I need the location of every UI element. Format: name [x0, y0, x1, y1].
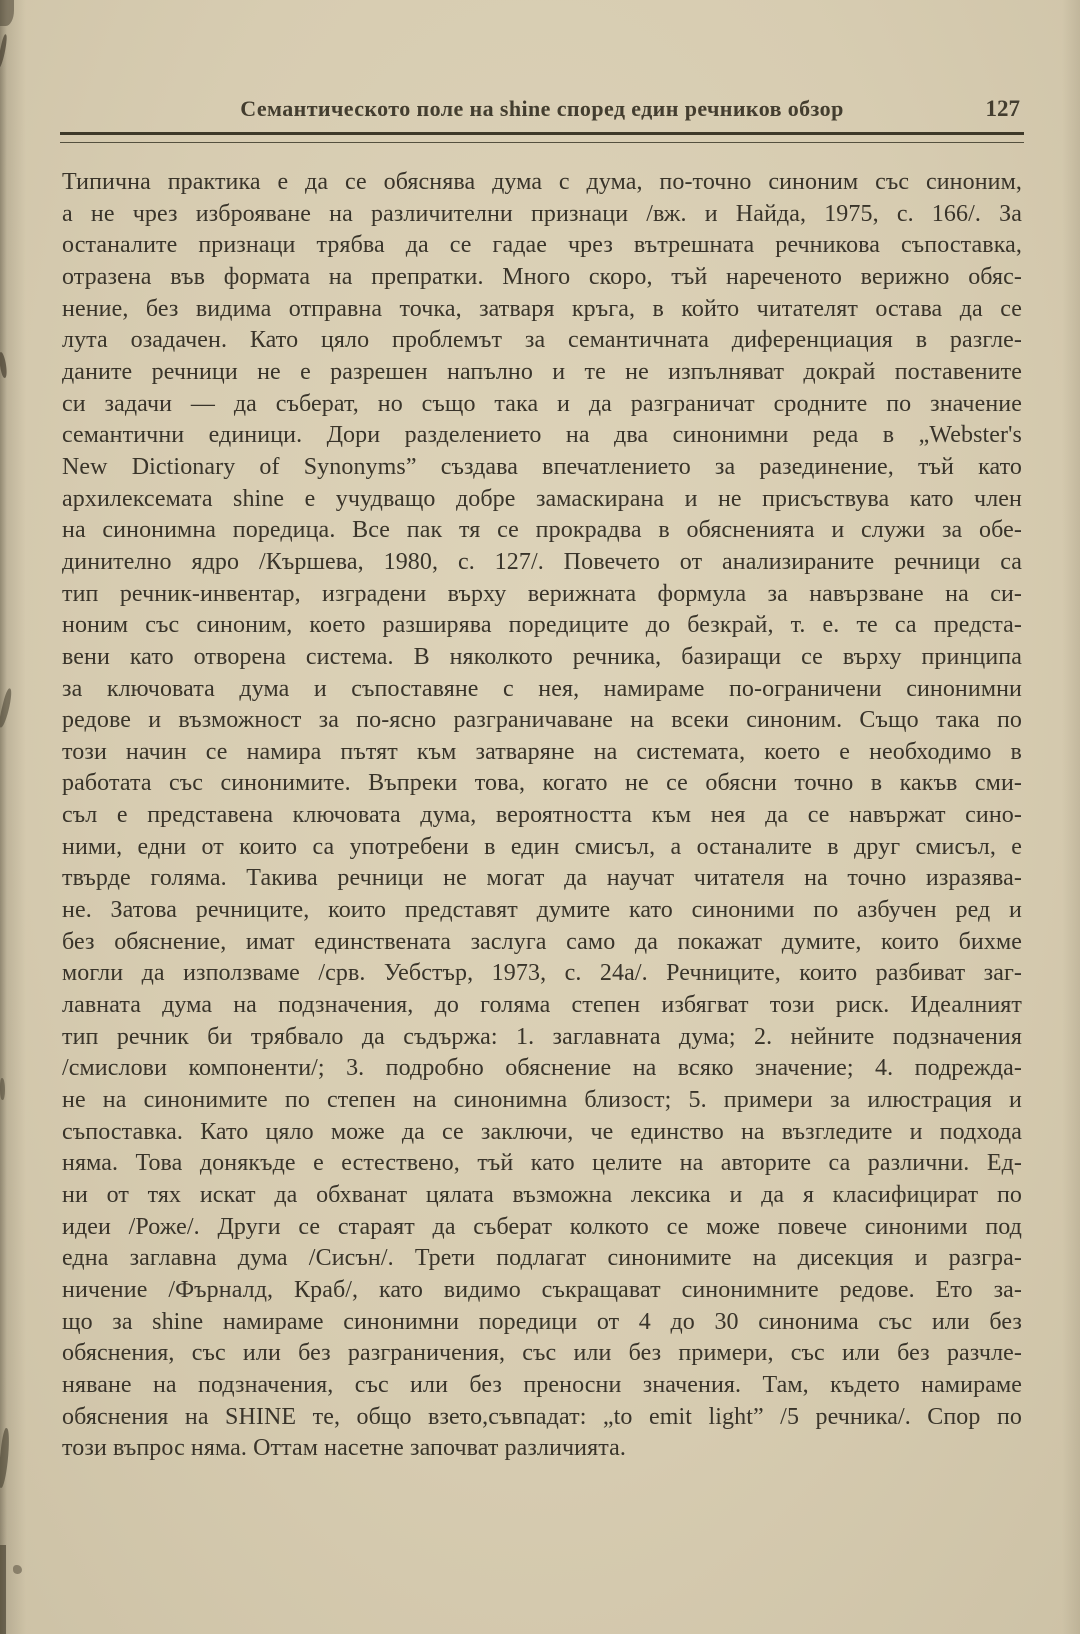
text-line: без обяснение, имат единствената заслуга само да покажат думите, които бихме: [62, 928, 1022, 955]
text-line: New Dictionary of Synonyms” създава впечатлението за разединение, тъй като: [62, 453, 1022, 480]
text-line: този начин се намира пътят към затваряне на системата, което е необходимо в: [62, 738, 1022, 765]
text-line: не. Затова речниците, които представят думите като синоними по азбучен ред и: [62, 897, 1022, 924]
text-line: за ключовата дума и съпоставяне с нея, намираме по-ограничени синонимни: [62, 675, 1022, 702]
page-number: 127: [985, 96, 1020, 121]
header-divider-rule: [60, 132, 1024, 143]
scan-artifact: [0, 688, 14, 729]
text-line: а не чрез изброяване на различителни признаци /вж. и Найда, 1975, с. 166/. За: [62, 200, 1022, 227]
text-line: идеи /Роже/. Други се стараят да съберат колкото се може повече синоними под: [62, 1213, 1022, 1240]
running-head-title: Семантическото поле на shine според един речников обзор: [240, 96, 844, 121]
text-line: обяснения, със или без разграничения, със или без примери, със или без разчле-: [62, 1340, 1022, 1367]
text-line: няма. Това донякъде е естествено, тъй като целите на авторите са различни. Ед-: [62, 1150, 1022, 1177]
text-line: семантични единици. Дори разделението на два синонимни реда в „Webster's: [62, 422, 1022, 449]
text-line: ни от тях искат да обхванат цялата възможна лексика и да я класифицират по: [62, 1182, 1022, 1208]
scan-artifact: [0, 1078, 5, 1100]
text-line: ними, едни от които са употребени в един смисъл, а останалите в друг смисъл, е: [62, 833, 1022, 860]
text-line: динително ядро /Кършева, 1980, с. 127/. Повечето от анализираните речници са: [62, 548, 1022, 575]
text-line: могли да използваме /срв. Уебстър, 1973, с. 24а/. Речниците, които разбиват заг-: [62, 960, 1022, 987]
text-line: що за shine намираме синонимни поредици от 4 до 30 синонима със или без: [62, 1308, 1022, 1335]
text-line: останалите признаци трябва да се гадае чрез вътрешната речникова съпоставка,: [62, 232, 1022, 259]
scan-artifact: [0, 352, 8, 379]
text-line: отразена във формата на препратки. Много скоро, тъй нареченото верижно обяс-: [62, 263, 1022, 290]
text-line: Типична практика е да се обяснява дума с дума, по-точно синоним със синоним,: [62, 169, 1022, 195]
body-text: [62, 167, 1022, 1465]
text-line: архилексемата shine е учудващо добре замаскирана и не присъствува като член: [62, 485, 1022, 512]
text-line: тип речник би трябвало да съдържа: 1. заглавната дума; 2. нейните подзначения: [62, 1023, 1022, 1050]
text-line: даните речници не е разрешен напълно и те не изпълняват докрай поставените: [62, 358, 1022, 385]
text-line: този въпрос няма. Оттам насетне започват различията.: [62, 1435, 626, 1462]
text-line: си задачи — да съберат, но също така и да разграничат сродните по значение: [62, 390, 1022, 417]
text-line: лута озадачен. Като цяло проблемът за семантичната диференциация в разгле-: [62, 327, 1022, 354]
text-line: нение, без видима отправна точка, затваря кръга, в който читателят остава да се: [62, 295, 1022, 322]
text-line: съл е представена ключовата дума, вероятността към нея да се навържат сино-: [62, 802, 1022, 829]
scan-artifact: [0, 34, 8, 68]
text-line: /смислови компоненти/; 3. подробно обяснение на всяко значение; 4. подрежда-: [62, 1055, 1022, 1082]
text-line: лавната дума на подзначения, до голяма степен избягват този риск. Идеалният: [62, 992, 1022, 1019]
text-line: обяснения на SHINE те, общо взето,съвпадат: „to emit light” /5 речника/. Спор по: [62, 1403, 1022, 1430]
text-line: ноним със синоним, което разширява поредиците до безкрай, т. е. те са предста-: [62, 612, 1022, 639]
scan-artifact: [0, 1428, 11, 1489]
text-line: не на синонимите по степен на синонимна близост; 5. примери за илюстрация и: [62, 1087, 1022, 1114]
scan-artifact: [0, 0, 14, 26]
page-header: [62, 96, 1022, 126]
text-line: няване на подзначения, със или без преносни значения. Там, където намираме: [62, 1371, 1022, 1398]
text-line: работата със синонимите. Въпреки това, когато не се обясни точно в какъв сми-: [62, 770, 1022, 797]
text-line: тип речник-инвентар, изградени върху верижната формула за навързване на си-: [62, 580, 1022, 607]
text-line: съпоставка. Като цяло може да се заключи, че единство на възгледите и подхода: [62, 1118, 1022, 1145]
text-line: вени като отворена система. В няколкото речника, базиращи се върху принципа: [62, 643, 1022, 670]
text-line: на синонимна поредица. Все пак тя се прокрадва в обясненията и служи за обе-: [62, 517, 1022, 544]
text-line: твърде голяма. Такива речници не могат да научат читателя на точно изразява-: [62, 865, 1022, 892]
text-line: редове и възможност за по-ясно разграничаване на всеки синоним. Също така по: [62, 707, 1022, 734]
scan-artifact: [13, 1565, 22, 1574]
text-line: ничение /Фърналд, Краб/, като видимо съкращават синонимните редове. Ето за-: [62, 1276, 1022, 1303]
scan-artifact: [0, 1545, 6, 1634]
text-line: една заглавна дума /Сисън/. Трети подлагат синонимите на дисекция и разгра-: [62, 1245, 1022, 1272]
